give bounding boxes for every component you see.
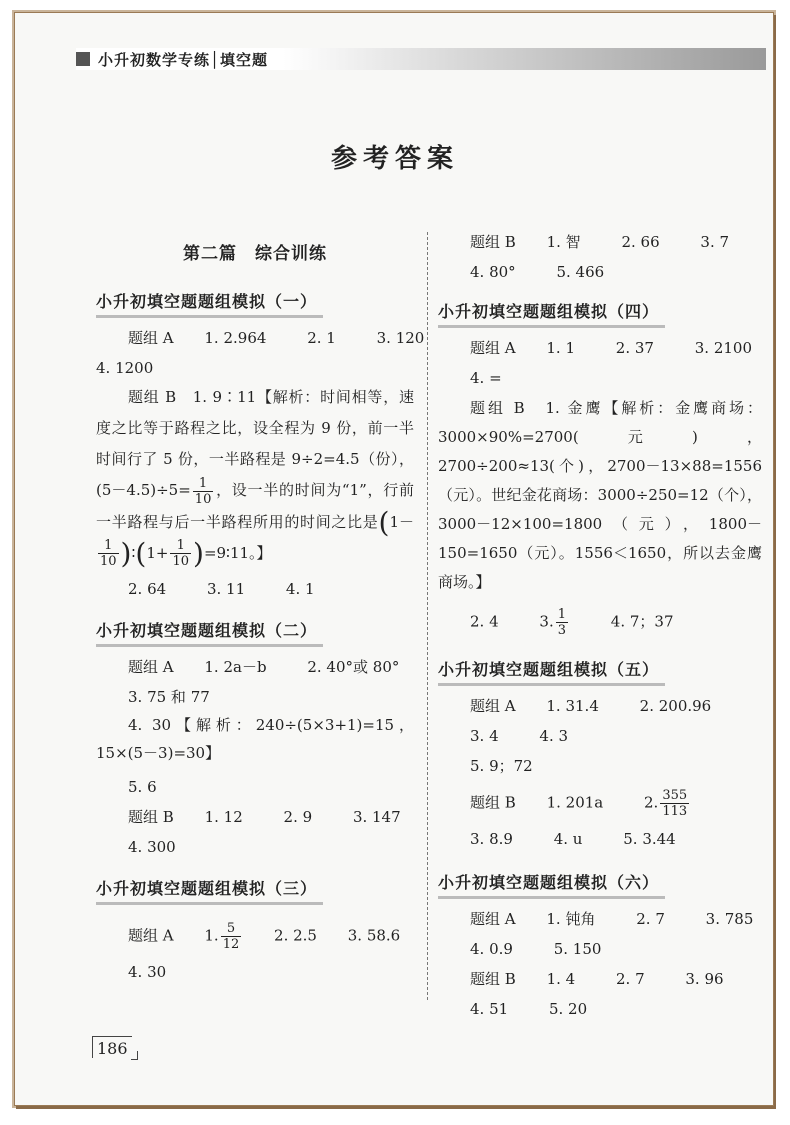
answer-line: 4. 300 xyxy=(128,838,176,856)
fraction: $\frac{355}{113}$ xyxy=(662,788,688,819)
answer-line: 题组 A 1. 31.4 2. 200.96 xyxy=(470,697,712,715)
answer-line: 3. 8.9 4. u 5. 3.44 xyxy=(470,830,676,848)
section-title: 小升初填空题题组模拟（三） xyxy=(96,879,323,905)
group-label: 题组 B xyxy=(128,388,177,406)
fraction: $\frac{1}{10}$ xyxy=(100,538,117,569)
section-5 xyxy=(438,660,762,849)
section-3 xyxy=(96,879,414,982)
explanation: 题组 B 1. 9∶11【解析：时间相等，速度之比等于路程之比，设全程为 9 份，前一半时间行了 5 份，一半路程是 9÷2=4.5（份），(5－4.5)÷5= $\frac{1}{10}$ ，设一半的时间为“1”，行前一半路程与后一半路程所用的时间之比是(1－ $\frac{1}{10}$ )∶(1+ $\frac{1}{10}$ )=9∶11。】 xyxy=(96,388,414,570)
header-text: 小升初数学专练│填空题 xyxy=(98,51,269,69)
left-column xyxy=(96,238,425,982)
answer-line: 4. 80° 5. 466 xyxy=(470,263,605,281)
fraction: $\frac{5}{12}$ xyxy=(222,921,240,952)
answer-line: 题组 A 1. 1 2. 37 3. 2100 xyxy=(470,339,753,357)
section-4 xyxy=(438,302,762,638)
answer-line: 3. 75 和 77 xyxy=(128,688,210,706)
answer: 4. 1200 xyxy=(96,359,154,377)
section-title: 小升初填空题题组模拟（六） xyxy=(438,873,665,899)
fraction: $\frac{1}{10}$ xyxy=(172,538,189,569)
explanation: 题组 B 1. 金鹰【解析：金鹰商场：3000×90%=2700(元)，2700÷200≈13(个)，2700－13×88=1556（元）。世纪金花商场：3000÷250=12（个），3000－12×100=1800（元），1800－150=1650（元）。1556＜1650，所以去金鹰商场。】 xyxy=(438,399,762,591)
section-6 xyxy=(438,873,762,1019)
answer-line: 题组 B 1. 智 2. 66 3. 7 xyxy=(470,233,730,251)
answer: 1. 2.964 xyxy=(204,329,267,347)
explanation: 4. 30【解析：240÷(5×3+1)=15，15×(5－3)=30】 xyxy=(96,716,414,762)
answer-line: 题组 B 1. 12 2. 9 3. 147 xyxy=(128,808,401,826)
part-title: 第二篇 综合训练 xyxy=(183,244,327,264)
answer: 3. 120 xyxy=(376,329,425,347)
answer-line: 题组 A 1. 钝角 2. 7 3. 785 xyxy=(470,910,754,928)
header-square-icon xyxy=(76,52,90,66)
group-label: 题组 A xyxy=(128,329,174,347)
answer: 2. 1 xyxy=(307,329,336,347)
section-2 xyxy=(96,621,414,857)
page-title: 参考答案 xyxy=(330,144,459,174)
section-1 xyxy=(96,292,425,599)
answer-line: 2. 64 3. 11 4. 1 xyxy=(128,580,315,598)
section-title: 小升初填空题题组模拟（五） xyxy=(438,660,665,686)
answer-line: 3. 4 4. 3 xyxy=(470,727,569,745)
answer-line: 4. 51 5. 20 xyxy=(470,1000,588,1018)
column-divider xyxy=(427,232,428,1000)
answer-line xyxy=(96,328,425,348)
running-header xyxy=(76,48,766,70)
answer-line xyxy=(96,358,414,378)
answer-line: 题组 A 1. $\frac{5}{12}$ 2. 2.5 3. 58.6 xyxy=(128,921,401,952)
fraction: $\frac{1}{3}$ xyxy=(557,607,566,638)
answer-line: 2. 4 3. $\frac{1}{3}$ 4. 7；37 xyxy=(470,607,674,638)
answer-line: 题组 A 1. 2a－b 2. 40°或 80° xyxy=(128,658,400,676)
section-title: 小升初填空题题组模拟（四） xyxy=(438,302,665,328)
answer-line: 4. 30 xyxy=(128,963,167,981)
answer-line: 题组 B 1. 201a 2. $\frac{355}{113}$ xyxy=(470,788,688,819)
page-number: 186 xyxy=(92,1036,132,1058)
fraction: $\frac{1}{10}$ xyxy=(194,475,212,507)
answer-line: 4. = xyxy=(470,369,502,387)
answer: 1. 9∶11【解析：时间相等，速度之比等于路程之比，设全程为 9 份，前一半时间行了 5 份，一半路程是 9÷2=4.5（份），(5－4.5)÷5= xyxy=(96,388,414,499)
right-column xyxy=(438,228,762,1019)
answer: ，设一半的时间为“1”，行前一半路程与后一半路程所用的时间之比是 xyxy=(96,481,414,531)
answer-line: 5. 9；72 xyxy=(470,757,533,775)
answer-line: 题组 B 1. 4 2. 7 3. 96 xyxy=(470,970,724,988)
section-title: 小升初填空题题组模拟（一） xyxy=(96,292,323,318)
answer-line: 5. 6 xyxy=(128,778,157,796)
section-title: 小升初填空题题组模拟（二） xyxy=(96,621,323,647)
answer-line: 4. 0.9 5. 150 xyxy=(470,940,602,958)
